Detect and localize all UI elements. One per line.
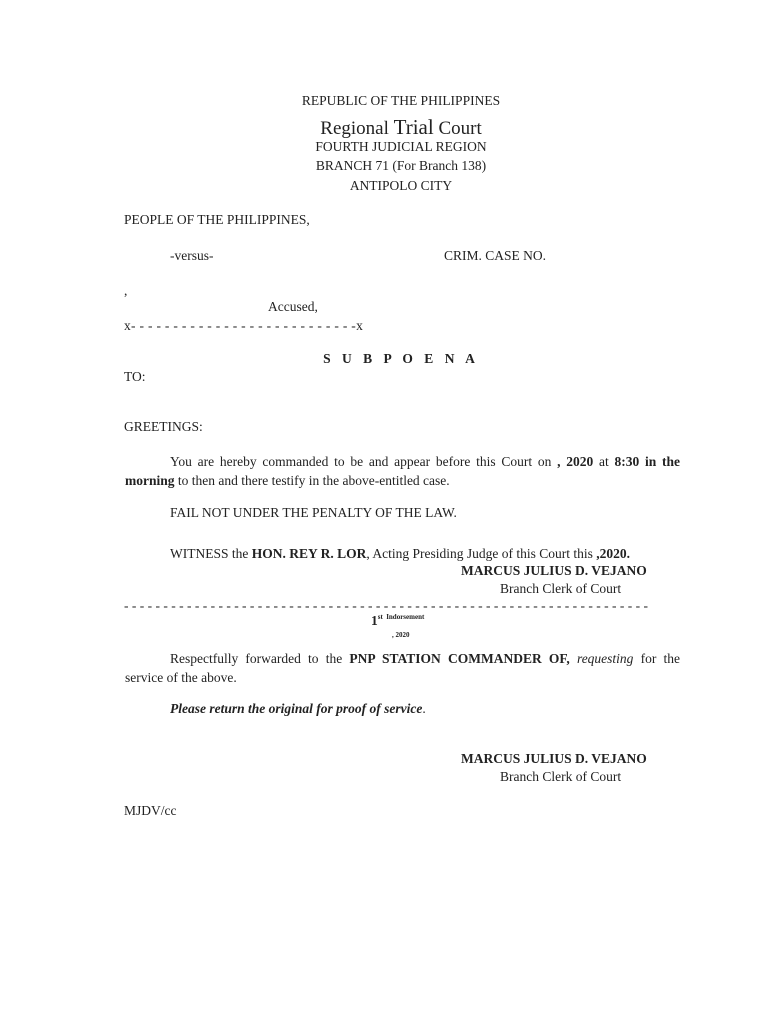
plaintiff: PEOPLE OF THE PHILIPPINES, — [124, 212, 310, 227]
endorsement-separator: - - - - - - - - - - - - - - - - - - - - - - - - - - - - - - - - - - - - - - - - - - - - - - - - - - - - - - - - - - - - - - - - - - - — [124, 598, 648, 613]
document-title: S U B P O E N A — [323, 351, 479, 366]
command-time: 8:30 in the morning — [125, 454, 681, 488]
city-line: ANTIPOLO CITY — [349, 178, 453, 193]
forward-paragraph — [125, 649, 680, 687]
endorsement-signatory-name: MARCUS JULIUS D. VEJANO — [461, 751, 647, 766]
republic-heading: REPUBLIC OF THE PHILIPPINES — [301, 93, 501, 108]
accused-name-blank: , — [124, 283, 128, 298]
accused-label: Accused, — [268, 299, 318, 314]
to-label: TO: — [124, 369, 146, 384]
greetings-label: GREETINGS: — [124, 419, 203, 434]
versus-label: -versus- — [170, 248, 214, 263]
forward-recipient: PNP STATION COMMANDER OF, — [349, 651, 570, 666]
forward-text-start: Respectfully forwarded to the — [170, 651, 350, 666]
witness-date: ,2020. — [596, 546, 631, 561]
command-at: at — [593, 454, 615, 469]
clerk-signatory-title: Branch Clerk of Court — [500, 581, 622, 596]
court-name-trial: Trial — [393, 115, 434, 139]
command-text-start: You are hereby commanded to be and appear before this Court on — [170, 454, 558, 469]
forward-text-end: for the service of the above. — [125, 651, 681, 685]
court-name-suffix: Court — [438, 118, 482, 139]
caption-divider: x- - - - - - - - - - - - - - - - - - - - - - - - - - -x — [124, 318, 364, 333]
return-note-period: . — [422, 701, 426, 716]
endorsement-superscript: st — [377, 613, 383, 621]
presiding-judge: HON. REY R. LOR — [251, 546, 367, 561]
clerk-signatory-name: MARCUS JULIUS D. VEJANO — [461, 563, 647, 578]
witness-line — [170, 546, 630, 562]
command-paragraph — [125, 452, 680, 490]
endorsement-heading — [371, 613, 424, 629]
command-text-end: to then and there testify in the above-entitled case. — [174, 473, 450, 488]
endorsement-number: 1 — [371, 613, 378, 628]
witness-text-start: WITNESS the — [170, 546, 252, 561]
return-note — [170, 701, 426, 717]
reference-initials: MJDV/cc — [124, 803, 177, 818]
endorsement-date: , 2020 — [392, 631, 410, 639]
endorsement-signatory-title: Branch Clerk of Court — [500, 769, 622, 784]
judicial-region: FOURTH JUDICIAL REGION — [315, 139, 487, 154]
branch-line: BRANCH 71 (For Branch 138) — [315, 158, 487, 173]
fail-not-warning: FAIL NOT UNDER THE PENALTY OF THE LAW. — [170, 505, 457, 520]
forward-requesting: requesting — [576, 651, 634, 666]
command-date: , 2020 — [557, 454, 594, 469]
witness-text-middle: , Acting Presiding Judge of this Court this — [366, 546, 597, 561]
return-note-text: Please return the original for proof of service — [170, 701, 423, 716]
case-number-label: CRIM. CASE NO. — [444, 248, 547, 263]
court-name-prefix: Regional — [320, 118, 389, 139]
court-name — [0, 115, 768, 140]
endorsement-label: Indorsement — [386, 613, 425, 621]
